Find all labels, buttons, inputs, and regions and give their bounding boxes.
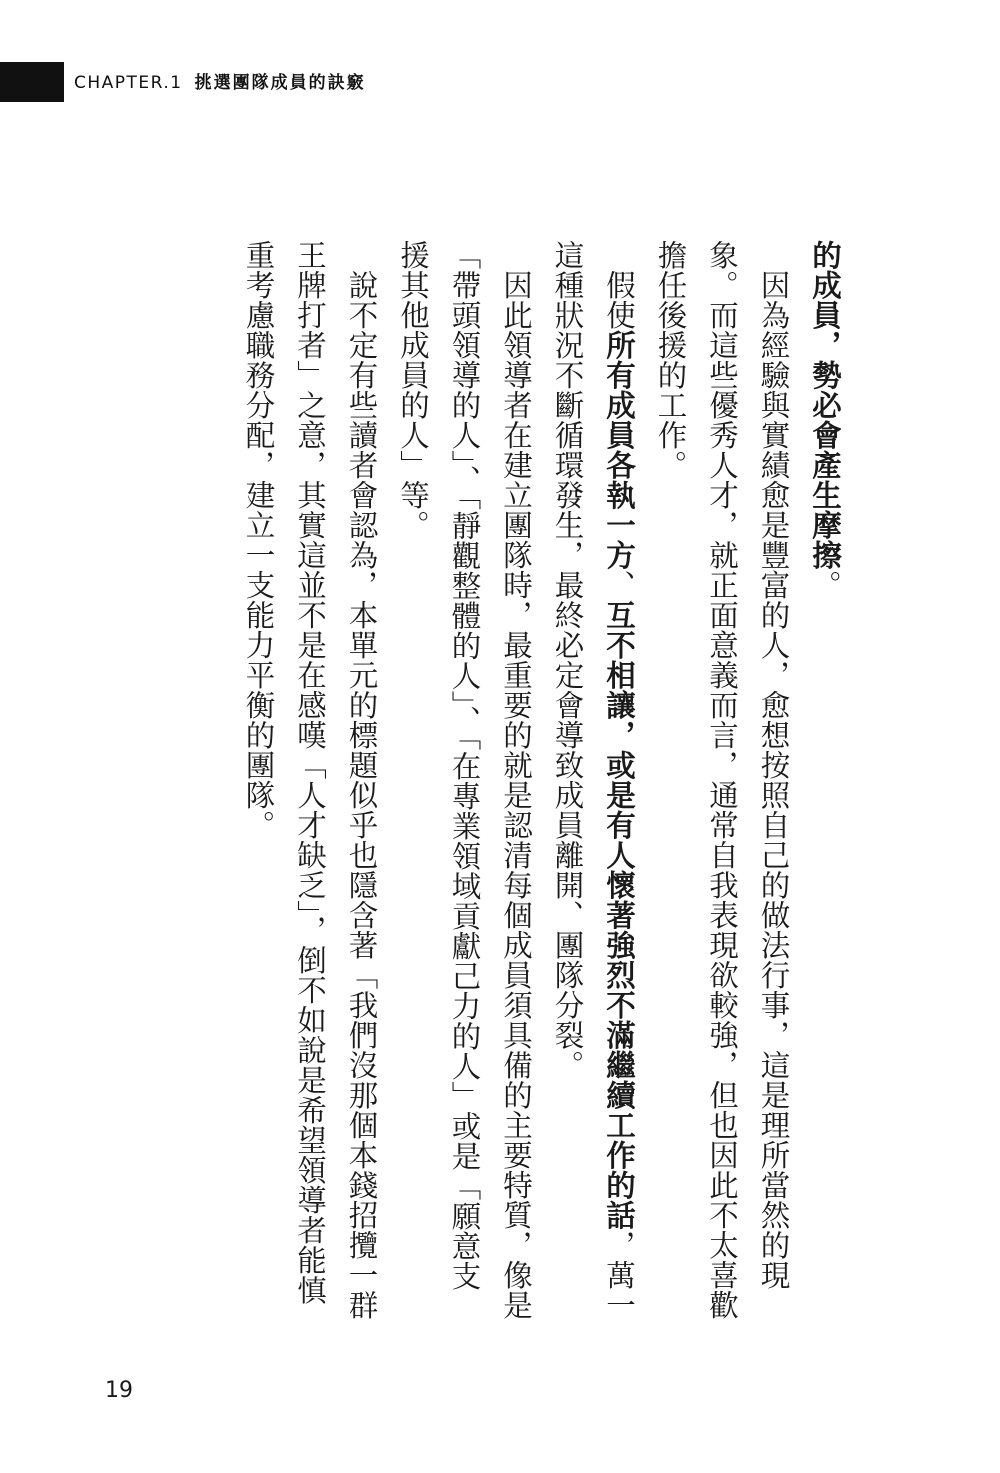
body-text-segment: ，萬一這種狀況不斷循環發生，最終必定會導致成員離開、團隊分裂。 — [550, 240, 636, 1320]
body-text-segment: 、 — [602, 569, 636, 600]
vertical-body-text — [150, 240, 850, 1320]
chapter-header — [74, 70, 366, 96]
body-text-segment: 。 — [808, 570, 842, 600]
page-number: 19 — [105, 1378, 133, 1403]
emphasis-text: 互不相讓，或是有人懷著強烈不滿繼續工作的話 — [602, 599, 636, 1230]
paragraph — [387, 240, 542, 1320]
chapter-title: 挑選團隊成員的訣竅 — [194, 73, 366, 93]
paragraph — [644, 240, 799, 1320]
chapter-marker-bar — [0, 62, 64, 102]
chapter-number: CHAPTER.1 — [74, 73, 183, 93]
body-text-segment: 假使 — [602, 269, 636, 330]
paragraph — [799, 240, 851, 1320]
body-text-segment: 因此領導者在建立團隊時，最重要的就是認清每個成員須具備的主要特質，像是「帶頭領導的人」、「靜觀整體的人」、「在專業領域貢獻己力的人」或是「願意支援其他成員的人」等。 — [396, 240, 533, 1320]
body-text-segment: 說不定有些讀者會認為，本單元的標題似乎也隱含著「我們沒那個本錢招攬一群王牌打者」之意，其實這並不是在感嘆「人才缺乏」，倒不如說是希望領導者能慎重考慮職務分配，建立一支能力平衡的團隊。 — [241, 240, 379, 1320]
body-text-segment: 因為經驗與實績愈是豐富的人，愈想按照自己的做法行事，這是理所當然的現象。而這些優秀人才，就正面意義而言，通常自我表現欲較強，但也因此不太喜歡擔任後援的工作。 — [653, 240, 791, 1320]
paragraph — [232, 240, 387, 1320]
emphasis-text: 所有成員各執一方 — [602, 329, 636, 570]
emphasis-text: 的成員，勢必會產生摩擦 — [808, 240, 842, 570]
paragraph — [541, 240, 644, 1320]
